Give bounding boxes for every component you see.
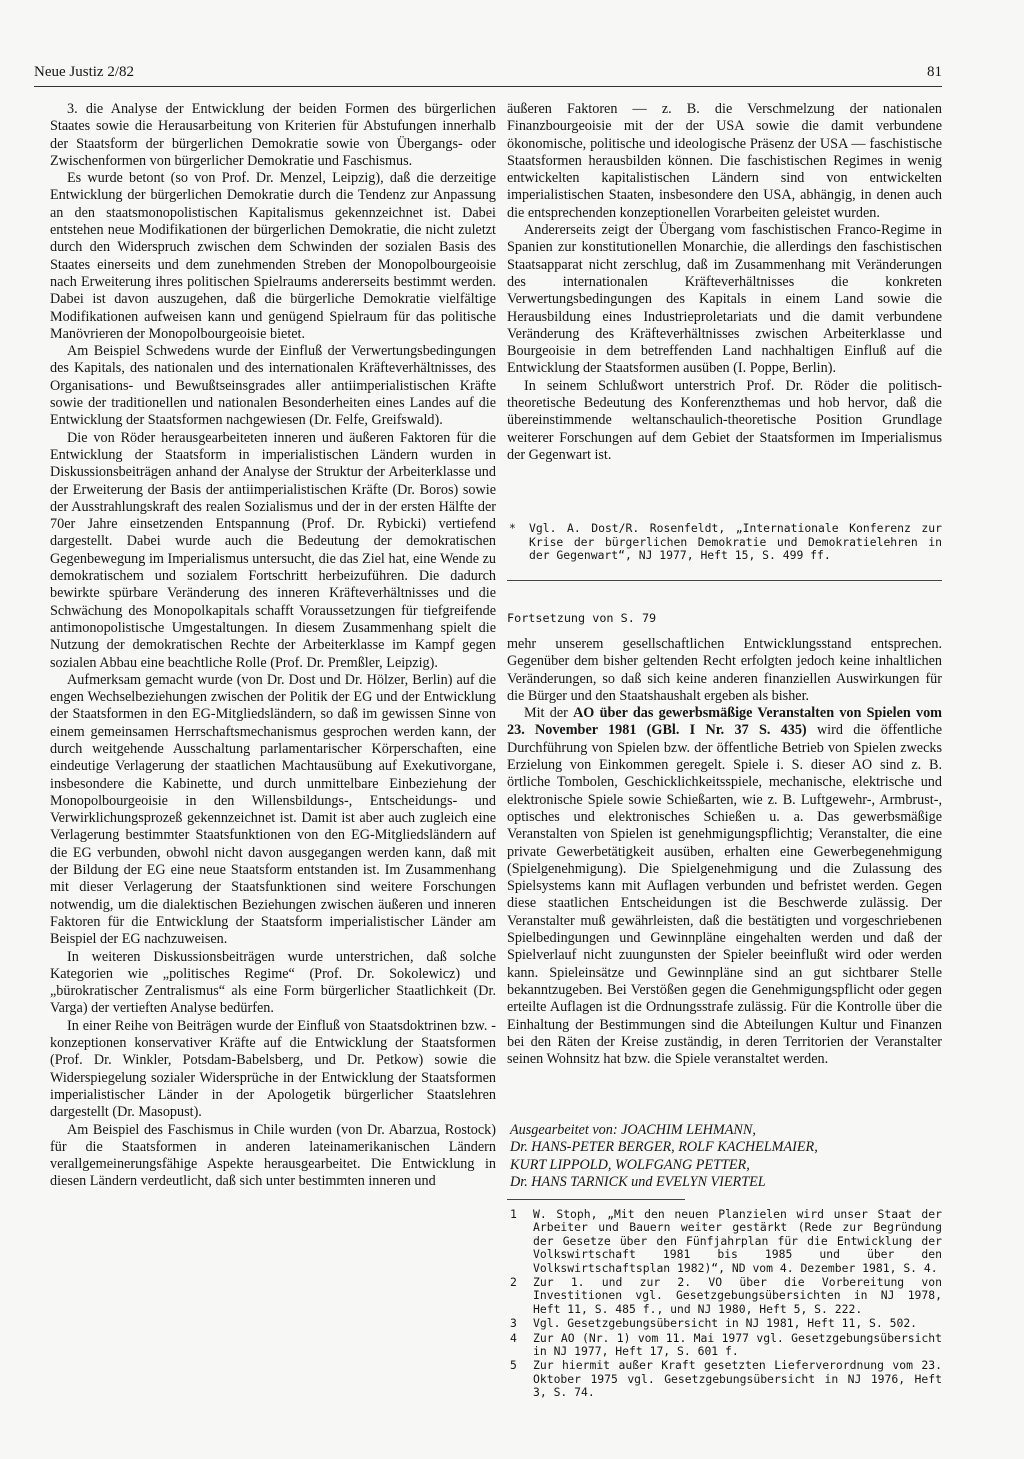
left-column: [50, 101, 496, 1191]
footnote-text: Vgl. A. Dost/R. Rosenfeldt, „Internationale Konferenz zur Krise der bürgerlichen Demokratie und Demokratielehren in der Gegenwart“, NJ 1977, Heft 15, S. 499 ff.: [529, 521, 942, 563]
paragraph: Am Beispiel Schwedens wurde der Einfluß der Verwertungsbedingungen des Kapitals, des nationalen und des internationalen Kräfteverhältnisses, des Organisations- und Bewußtseinsgrades aller antiimperialistischen Kräfte sowie der traditionellen und nationalen Besonderheiten eines Landes auf die Entwicklung der Staatsformen nachgewiesen (Dr. Felfe, Greifswald).: [50, 343, 496, 429]
notes-divider: [507, 1199, 685, 1200]
continuation-label: Fortsetzung von S. 79: [507, 611, 657, 625]
paragraph: 3. die Analyse der Entwicklung der beiden Formen des bürgerlichen Staates sowie die Herausarbeitung von Kriterien für Abstufungen innerhalb der Staatsform der bürgerlichen Demokratie sowie von Übergangs- oder Zwischenformen von bürgerlicher Demokratie und Faschismus.: [50, 101, 496, 169]
authors-credit: [510, 1122, 942, 1191]
section-divider: [507, 580, 942, 581]
paragraph: In seinem Schlußwort unterstrich Prof. Dr. Röder die politisch-theoretische Bedeutung des Konferenzthemas und hob hervor, daß die übereinstimmende weltanschaulich-theoretische Position Grundlage weiterer Forschungen auf dem Gebiet der Staatsformen im Imperialismus der Gegenwart ist.: [507, 377, 942, 463]
endnote-number: 3: [510, 1316, 517, 1331]
paragraph: In einer Reihe von Beiträgen wurde der Einfluß von Staatsdoktrinen bzw. -konzeptionen konservativer Kräfte auf die Entwicklung der Staatsformen (Prof. Dr. Winkler, Potsdam-Babelsberg, und Dr. Petkow) sowie die Widerspiegelung sozialer Widersprüche in der Entwicklung der Staatsformen imperialistischer Länder in der Apologetik bürgerlicher Staatslehren dargestellt (Dr. Masopust).: [50, 1017, 496, 1121]
paragraph: mehr unserem gesellschaftlichen Entwicklungsstand entsprechen. Gegenüber dem bisher geltenden Recht erfolgten jedoch keine inhaltlichen Veränderungen, so daß sich keine anderen finanziellen Auswirkungen für die Bürger und den Staatshaushalt ergeben als bisher.: [507, 636, 942, 704]
endnote-text: W. Stoph, „Mit den neuen Planzielen wird unser Staat der Arbeiter und Bauern weiter gestärkt (Rede zur Begründung der Gesetze über den Fünfjahrplan für die Entwicklung der Volkswirtschaft 1981 bis 1985 und über den Volkswirtschaftsplan 1982)“, ND vom 4. Dezember 1981, S. 4.: [533, 1207, 942, 1275]
endnote-text: Vgl. Gesetzgebungsübersicht in NJ 1981, Heft 11, S. 502.: [533, 1316, 918, 1331]
endnote: [507, 1317, 942, 1330]
credit-line: Dr. HANS-PETER BERGER, ROLF KACHELMAIER,: [510, 1139, 818, 1156]
footnote-mark: *: [509, 521, 516, 535]
endnote: [507, 1332, 942, 1359]
endnote-number: 5: [510, 1358, 517, 1373]
running-header: [34, 64, 942, 86]
endnote: [507, 1208, 942, 1275]
endnote: [507, 1276, 942, 1316]
article-footnote: [507, 522, 942, 563]
credit-line: KURT LIPPOLD, WOLFGANG PETTER,: [510, 1156, 750, 1173]
credit-line: Ausgearbeitet von: JOACHIM LEHMANN,: [510, 1122, 756, 1138]
right-column-main: [507, 636, 942, 1068]
credit-line: Dr. HANS TARNICK und EVELYN VIERTEL: [510, 1173, 766, 1190]
paragraph: Aufmerksam gemacht wurde (von Dr. Dost und Dr. Hölzer, Berlin) auf die engen Wechselbeziehungen zwischen der Politik der EG und der Entwicklung der Staatsformen in den EG-Mitgliedsländern, so daß im gewissen Sinne von einem gemeinsamen Herrschaftsmechanismus gesprochen werden kann, der durch weitgehende Ausschaltung parlamentarischer Körperschaften, eine eindeutige Verlagerung der staatlichen Machtausübung auf Exekutivorgane, insbesondere die Kabinette, und durch unmittelbare Einbeziehung der Monopolbourgeoisie in den Willensbildungs-, Entscheidungs- und Verwirklichungsprozeß gekennzeichnet ist. Damit ist aber auch zugleich eine Verlagerung bestimmter Staatsfunktionen von den EG-Mitgliedsländern auf die EG verbunden, obwohl nicht davon ausgegangen werden kann, daß mit der Bildung der EG eine neue Staatsform entstanden ist. Im Zusammenhang mit dieser Verlagerung der Staatsfunktionen sind weitere Forschungen notwendig, um die dialektischen Beziehungen zwischen äußeren und inneren Faktoren für die Entwicklung der Staatsform imperialistischer Länder am Beispiel der EG nachzuweisen.: [50, 671, 496, 948]
paragraph-body: wird die öffentliche Durchführung von Spielen bzw. der öffentliche Betrieb von Spielen zwecks Erzielung von Einkommen geregelt. Spiele i. S. dieser AO sind z. B. örtliche Tombolen, Geschicklichkeitsspiele, mechanische, elektrische und elektronische Spiele sowie Schießarten, wie z. B. Luftgewehr-, Armbrust-, optisches und elektronisches Schießen u. a. Das gewerbsmäßige Veranstalten von Spielen ist genehmigungspflichtig; Veranstalter, die eine private Gewerbetätigkeit ausüben, erhalten eine Gewerbegenehmigung (Spielgenehmigung). Die Spielgenehmigung und die Zulassung des Spielsystems kann mit Auflagen verbunden und befristet werden. Gegen diese staatlichen Entscheidungen ist die Beschwerde zulässig. Der Veranstalter muß gewährleisten, daß die bestätigten und vorgeschriebenen Spielbedingungen und Gewinnpläne eingehalten werden und daß der Spielverlauf nicht zuungunsten der Spieler beeinflußt wird oder werden kann. Spieleinsätze und Gewinnpläne sind an gut sichtbarer Stelle bekanntzugeben. Bei Verstößen gegen die Genehmigungspflicht oder gegen erteilte Auflagen ist die Ordnungsstrafe zulässig. Für die Kontrolle über die Einhaltung der Bestimmungen sind die Abteilungen Kultur und Finanzen bei den Räten der Kreise zuständig, in deren Territorien der Veranstalter seinen Wohnsitz hat bzw. die Spiele veranstaltet werden.: [507, 722, 942, 1068]
endnotes: [507, 1208, 942, 1401]
right-column-top: [507, 101, 942, 464]
page-number: 81: [927, 64, 942, 80]
journal-title: Neue Justiz 2/82: [34, 64, 134, 80]
endnote-text: Zur 1. und zur 2. VO über die Vorbereitung von Investitionen vgl. Gesetzgebungsübersichten in NJ 1978, Heft 11, S. 485 f., und NJ 1980, Heft 5, S. 222.: [533, 1275, 942, 1316]
paragraph: äußeren Faktoren — z. B. die Verschmelzung der nationalen Finanzbourgeoisie mit der der USA sowie die damit verbundene ökonomische, politische und ideologische Präsenz der USA — faschistische Staatsformen herausbilden können. Die faschistischen Regimes in wenig entwickelten kapitalistischen Ländern sind von entwickelten imperialistischen Staaten, insbesondere den USA, abhängig, in denen auch die entsprechenden konzeptionellen Vorarbeiten geleistet wurden.: [507, 101, 942, 221]
endnote-number: 4: [510, 1330, 517, 1345]
paragraph: In weiteren Diskussionsbeiträgen wurde unterstrichen, daß solche Kategorien wie „politisches Regime“ (Prof. Dr. Sokolewicz) und „bürokratischer Zentralismus“ als eine Form bürgerlicher Staatlichkeit (Dr. Varga) der vertieften Analyse bedürfen.: [50, 948, 496, 1017]
paragraph: Andererseits zeigt der Übergang vom faschistischen Franco-Regime in Spanien zur konstitutionellen Monarchie, die allerdings den faschistischen Staatsapparat nicht zerschlug, daß im Zusammenhang mit Veränderungen des internationalen Kräfteverhältnisses die konkreten Verwertungsbedingungen des Kapitals in einem Land sowie die Herausbildung eines Industrieproletariats und die damit verbundene Veränderung des Kräfteverhältnisses zwischen Arbeiterklasse und Bourgeoisie in dem betreffenden Land nachhaltigen Einfluß auf die Entwicklung der Staatsformen ausüben (I. Poppe, Berlin).: [507, 222, 942, 377]
paragraph: Am Beispiel des Faschismus in Chile wurden (von Dr. Abarzua, Rostock) für die Staatsformen in anderen lateinamerikanischen Ländern verallgemeinerungsfähige Aspekte herausgearbeitet. Die Entwicklung in diesen Ländern verdeutlicht, daß sich unter bestimmten inneren und: [50, 1121, 496, 1190]
paragraph: [507, 705, 942, 1068]
endnote-text: Zur AO (Nr. 1) vom 11. Mai 1977 vgl. Gesetzgebungsübersicht in NJ 1977, Heft 17, S. 601 f.: [533, 1330, 942, 1359]
paragraph: Die von Röder herausgearbeiteten inneren und äußeren Faktoren für die Entwicklung der Staatsform in imperialistischen Ländern wurden in Diskussionsbeiträgen anhand der Analyse der Struktur der Arbeiterklasse und der Erweiterung der Basis der antiimperialistischen Kräfte (Dr. Boros) sowie der Ausstrahlungskraft des realen Sozialismus und der in der ersten Hälfte der 70er Jahre einsetzenden Entspannung (Prof. Dr. Rybicki) vertiefend dargestellt. Dabei wurde auch die Bedeutung der demokratischen Gegenbewegung im Imperialismus untersucht, die das Ziel hat, eine Wende zu demokratischem und sozialem Fortschritt herbeizuführen. Die dadurch bewirkte spürbare Veränderung des inneren Kräfteverhältnisses und die Schwächung des Monopolkapitals schafft Voraussetzungen für tiefgreifende antimonopolistische Umgestaltungen. In diesem Zusammenhang spielt die Nutzung der demokratischen Rechte der Arbeiterklasse im Kampf gegen sozialen Abbau eine beachtliche Rolle (Prof. Dr. Premßler, Leipzig).: [50, 429, 496, 671]
header-divider: [34, 86, 942, 87]
regulation-title: AO über das gewerbsmäßige Veranstalten von Spielen vom 23. November 1981 (GBl. I Nr. 37 S. 435): [507, 705, 942, 739]
endnote-number: 2: [510, 1275, 517, 1290]
paragraph-lead: Mit der: [524, 705, 574, 722]
endnote: [507, 1359, 942, 1399]
paragraph: Es wurde betont (so von Prof. Dr. Menzel, Leipzig), daß die derzeitige Entwicklung der bürgerlichen Demokratie durch die Tendenz zur Anpassung an den staatsmonopolistischen Kapitalismus gekennzeichnet ist. Dabei entstehen neue Modifikationen der bürgerlichen Demokratie, die nicht zuletzt durch den Widerspruch zwischen dem Schwinden der sozialen Basis des Staates einerseits und dem zunehmenden Streben der Monopolbourgeoisie nach Erweiterung ihres politischen Spielraums andererseits bestimmt werden. Dabei ist davon auszugehen, daß die bürgerliche Demokratie vielfältige Modifikationen aufweisen kann und genügend Spielraum für das politische Manövrieren der Monopolbourgeoisie bietet.: [50, 170, 496, 342]
endnote-text: Zur hiermit außer Kraft gesetzten Lieferverordnung vom 23. Oktober 1975 vgl. Gesetzgebungsübersicht in NJ 1976, Heft 3, S. 74.: [533, 1358, 942, 1400]
endnote-number: 1: [510, 1207, 517, 1221]
